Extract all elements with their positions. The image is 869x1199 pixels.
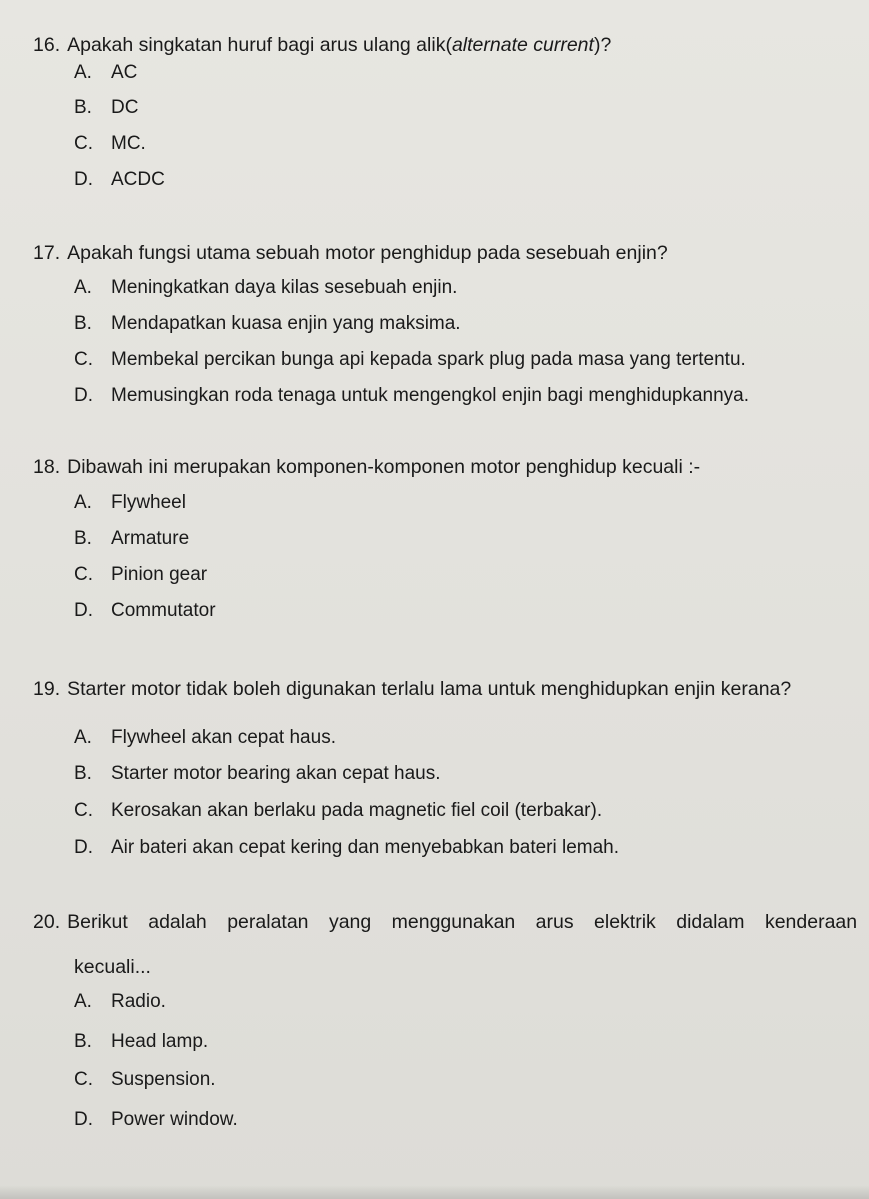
option-letter: C. xyxy=(74,800,93,821)
option-letter: D. xyxy=(74,837,93,858)
option-letter: C. xyxy=(74,564,93,585)
option-letter: B. xyxy=(74,313,92,334)
option-text: Starter motor bearing akan cepat haus. xyxy=(111,763,441,784)
option-text: Radio. xyxy=(111,991,166,1012)
question-20 xyxy=(33,910,861,934)
option-17-d xyxy=(74,384,749,408)
question-text: Dibawah ini merupakan komponen-komponen motor penghidup kecuali :- xyxy=(67,456,701,478)
question-number: 16. xyxy=(33,34,61,56)
question-20-continuation xyxy=(74,955,861,979)
option-text: Membekal percikan bunga api kepada spark plug pada masa yang tertentu. xyxy=(111,349,746,370)
question-number: 20. xyxy=(33,911,61,933)
question-17 xyxy=(33,241,861,265)
option-16-d xyxy=(74,168,165,192)
question-number: 19. xyxy=(33,678,61,700)
option-17-a xyxy=(74,276,457,300)
question-19 xyxy=(33,677,861,701)
option-letter: D. xyxy=(74,600,93,621)
option-letter: C. xyxy=(74,133,93,154)
option-text: ACDC xyxy=(111,169,165,190)
option-letter: B. xyxy=(74,763,92,784)
question-text: Apakah fungsi utama sebuah motor penghidup pada sesebuah enjin? xyxy=(67,242,668,264)
option-16-c xyxy=(74,132,146,156)
option-letter: D. xyxy=(74,169,93,190)
option-20-a xyxy=(74,990,166,1014)
option-letter: A. xyxy=(74,727,92,748)
question-18 xyxy=(33,455,861,479)
option-letter: C. xyxy=(74,1069,93,1090)
option-text: Power window. xyxy=(111,1109,238,1130)
question-text-line2: kecuali... xyxy=(74,956,151,978)
option-text: Flywheel akan cepat haus. xyxy=(111,727,336,748)
option-text: Mendapatkan kuasa enjin yang maksima. xyxy=(111,313,461,334)
option-letter: C. xyxy=(74,349,93,370)
option-17-b xyxy=(74,312,461,336)
option-19-d xyxy=(74,836,619,860)
option-16-b xyxy=(74,96,138,120)
option-letter: B. xyxy=(74,528,92,549)
page-edge-shadow xyxy=(0,1185,869,1199)
option-text: Meningkatkan daya kilas sesebuah enjin. xyxy=(111,277,458,298)
option-text: DC xyxy=(111,97,139,118)
option-letter: A. xyxy=(74,62,92,83)
option-18-d xyxy=(74,599,216,623)
option-letter: B. xyxy=(74,97,92,118)
question-16 xyxy=(33,33,861,57)
option-19-a xyxy=(74,726,336,750)
question-text: Starter motor tidak boleh digunakan terlalu lama untuk menghidupkan enjin kerana? xyxy=(67,678,792,700)
question-number: 17. xyxy=(33,242,61,264)
option-text: Armature xyxy=(111,528,190,549)
option-letter: A. xyxy=(74,492,92,513)
option-text: AC xyxy=(111,62,138,83)
option-18-c xyxy=(74,563,207,587)
option-letter: D. xyxy=(74,385,93,406)
option-20-b xyxy=(74,1030,208,1054)
question-text-line1: Berikut adalah peralatan yang menggunakan arus elektrik didalam kenderaan xyxy=(67,911,858,933)
option-16-a xyxy=(74,61,137,85)
option-text: Memusingkan roda tenaga untuk mengengkol enjin bagi menghidupkannya. xyxy=(111,385,749,406)
option-18-b xyxy=(74,527,189,551)
option-19-c xyxy=(74,799,602,823)
option-letter: B. xyxy=(74,1031,92,1052)
option-19-b xyxy=(74,762,441,786)
option-20-d xyxy=(74,1108,238,1132)
question-text: Apakah singkatan huruf bagi arus ulang alik(alternate current)? xyxy=(67,34,612,56)
option-letter: D. xyxy=(74,1109,93,1130)
option-text: Head lamp. xyxy=(111,1031,209,1052)
option-text: Kerosakan akan berlaku pada magnetic fiel coil (terbakar). xyxy=(111,800,603,821)
option-text: Commutator xyxy=(111,600,216,621)
option-text: MC. xyxy=(111,133,146,154)
option-text: Suspension. xyxy=(111,1069,216,1090)
option-text: Pinion gear xyxy=(111,564,208,585)
option-letter: A. xyxy=(74,277,92,298)
option-text: Air bateri akan cepat kering dan menyebabkan bateri lemah. xyxy=(111,837,620,858)
option-20-c xyxy=(74,1068,216,1092)
option-18-a xyxy=(74,491,186,515)
option-17-c xyxy=(74,348,746,372)
option-text: Flywheel xyxy=(111,492,186,513)
option-letter: A. xyxy=(74,991,92,1012)
question-number: 18. xyxy=(33,456,61,478)
